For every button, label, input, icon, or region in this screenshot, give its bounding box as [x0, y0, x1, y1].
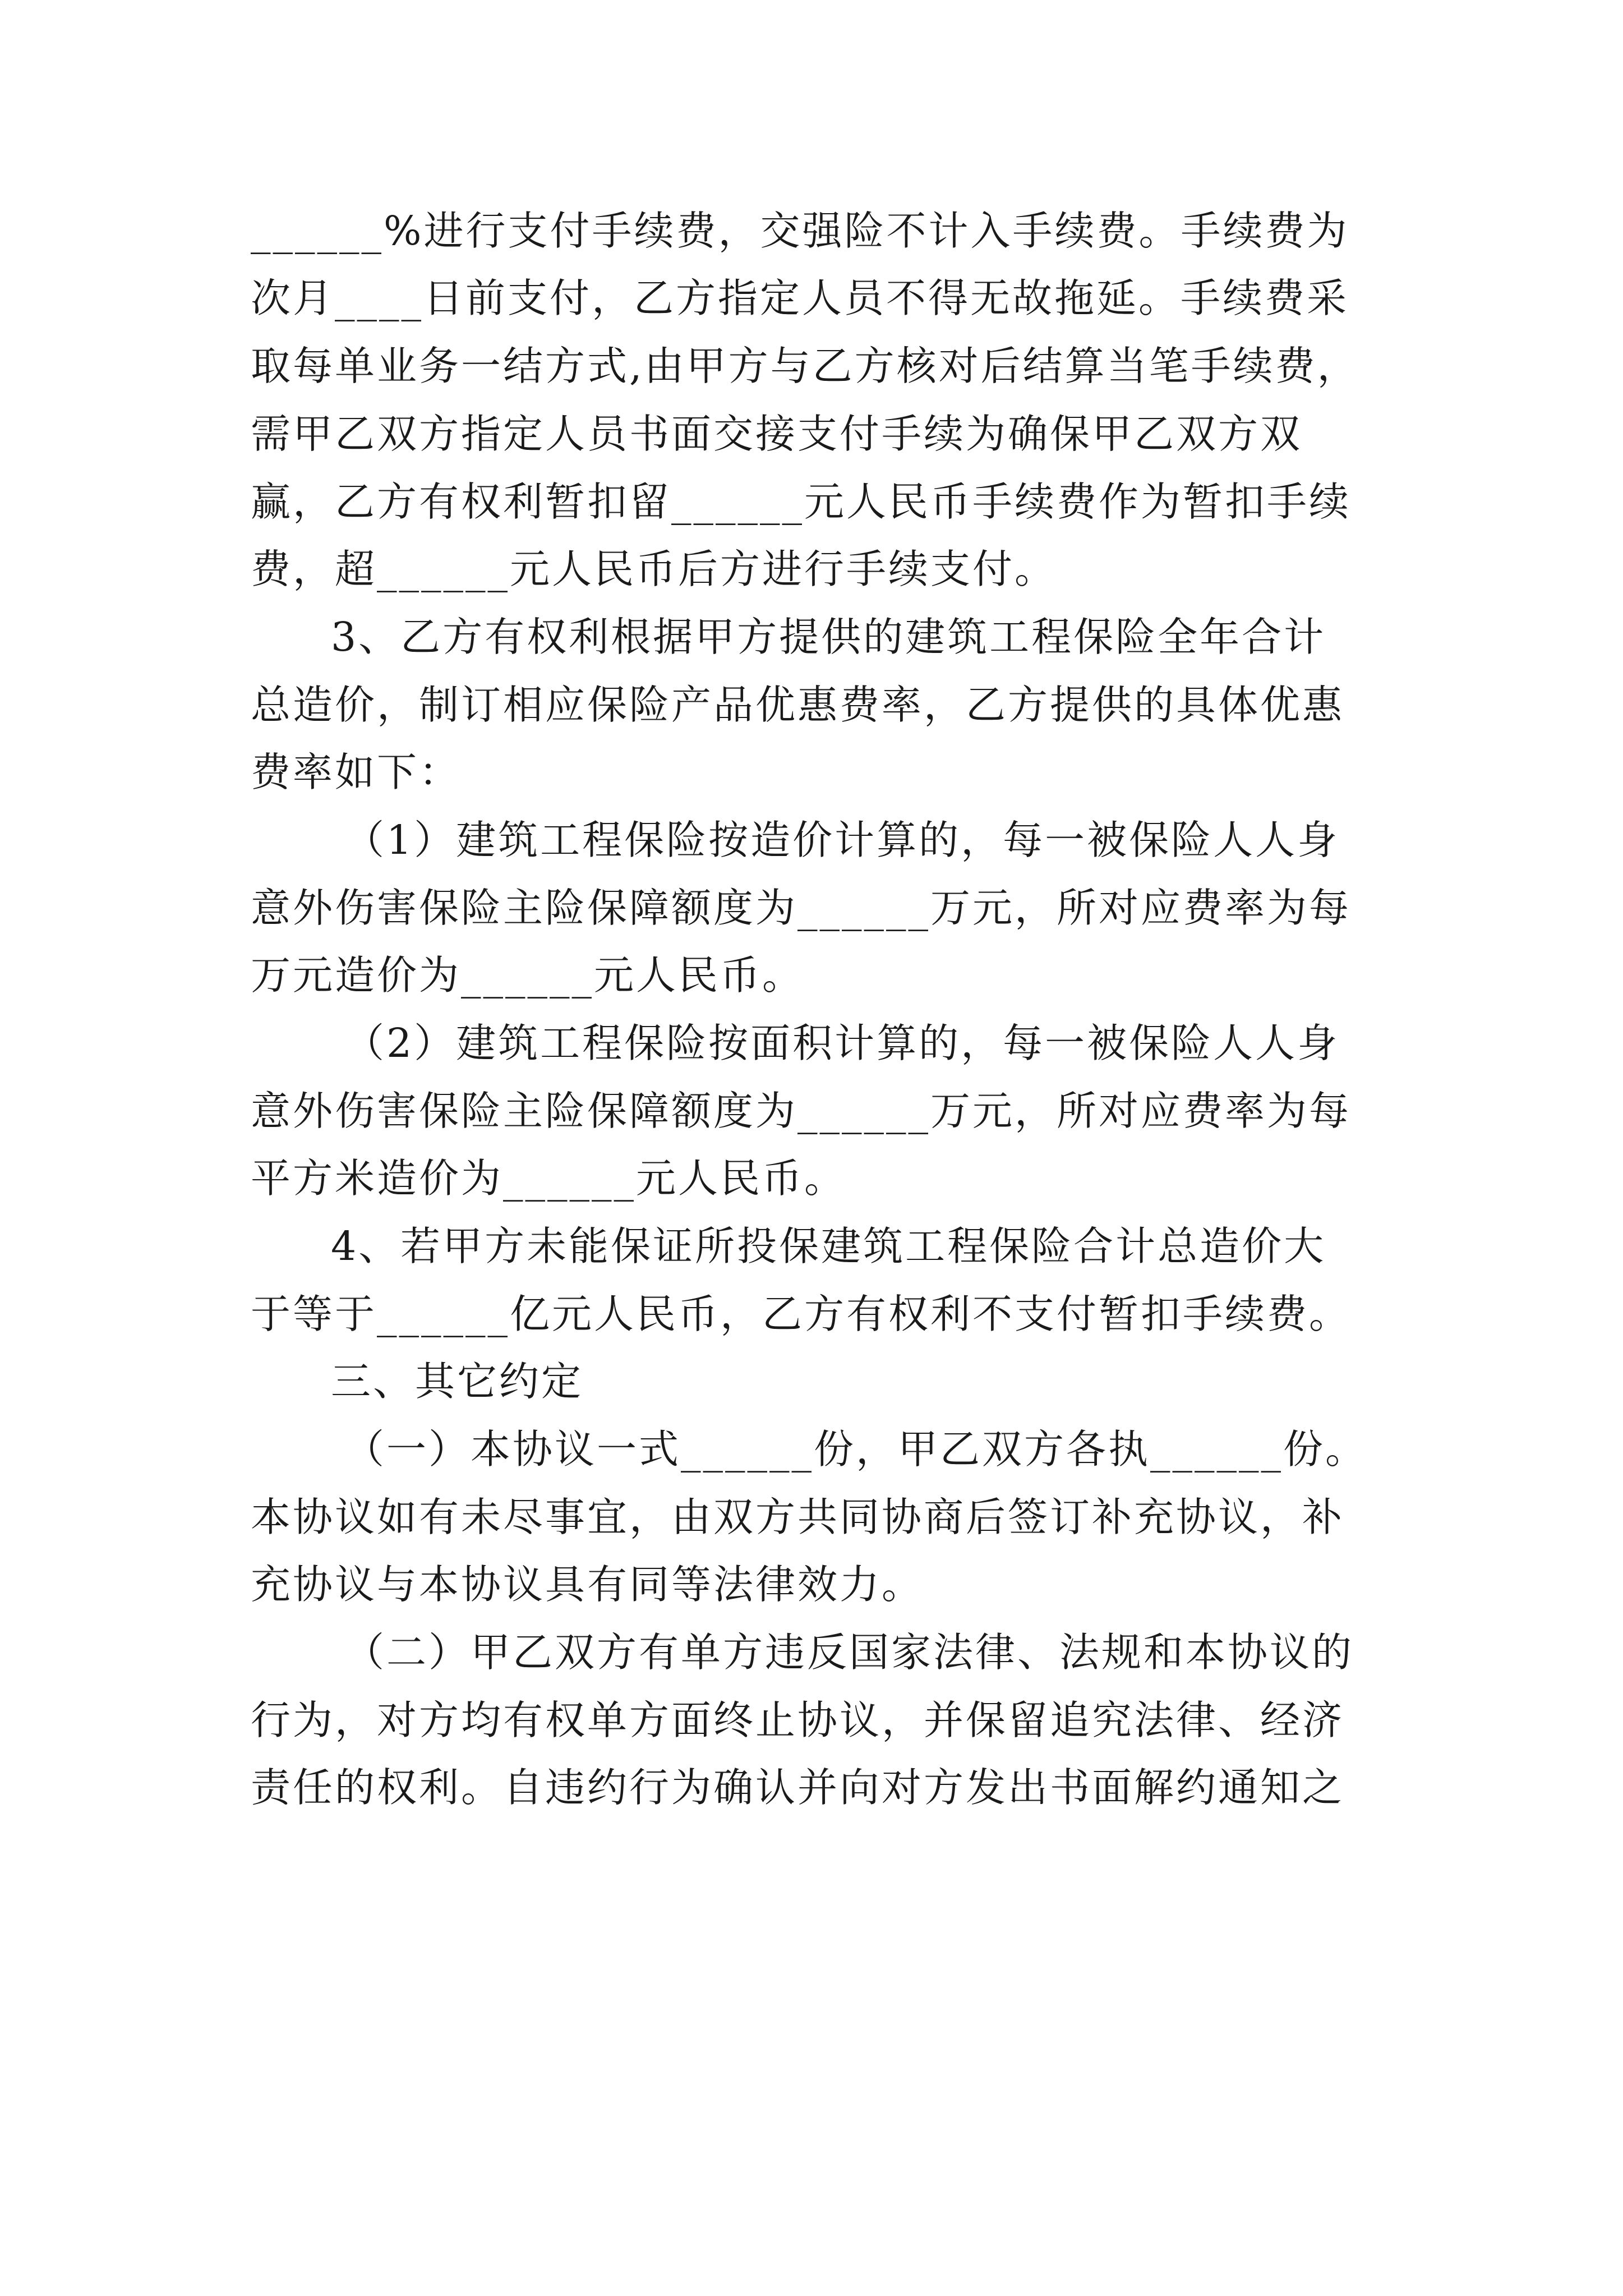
text-line: 于等于______亿元人民币，乙方有权利不支付暂扣手续费。 — [251, 1291, 1352, 1337]
text-line: 意外伤害保险主险保障额度为______万元，所对应费率为每 — [251, 1088, 1352, 1134]
text-line: 万元造价为______元人民币。 — [251, 952, 805, 999]
text-line: 费率如下： — [251, 749, 462, 795]
section-heading: 三、其它约定 — [331, 1358, 584, 1405]
text-line: 意外伤害保险主险保障额度为______万元，所对应费率为每 — [251, 885, 1352, 931]
clause-1-first-line: （一）本协议一式______份，甲乙双方各执______份。 — [344, 1426, 1368, 1473]
text-line: 责任的权利。自违约行为确认并向对方发出书面解约通知之 — [251, 1764, 1345, 1811]
text-line: 赢，乙方有权利暂扣留______元人民币手续费作为暂扣手续 — [251, 478, 1352, 525]
text-line: 需甲乙双方指定人员书面交接支付手续为确保甲乙双方双 — [251, 411, 1303, 457]
text-line: 平方米造价为______元人民币。 — [251, 1155, 847, 1202]
item-2-first-line: （2）建筑工程保险按面积计算的，每一被保险人人身 — [344, 1020, 1340, 1066]
text-line: 总造价，制订相应保险产品优惠费率，乙方提供的具体优惠 — [251, 682, 1345, 728]
item-1-first-line: （1）建筑工程保险按造价计算的，每一被保险人人身 — [344, 817, 1340, 863]
clause-2-first-line: （二）甲乙双方有单方违反国家法律、法规和本协议的 — [344, 1629, 1354, 1676]
paragraph-4-first-line: 4、若甲方未能保证所投保建筑工程保险合计总造价大 — [331, 1223, 1326, 1269]
text-line: 充协议与本协议具有同等法律效力。 — [251, 1561, 924, 1608]
text-line: ______%进行支付手续费，交强险不计入手续费。手续费为 — [251, 208, 1349, 254]
text-line: 取每单业务一结方式,由甲方与乙方核对后结算当笔手续费， — [251, 343, 1359, 389]
text-line: 行为，对方均有权单方面终止协议，并保留追究法律、经济 — [251, 1697, 1345, 1743]
text-line: 费，超______元人民币后方进行手续支付。 — [251, 546, 1057, 592]
paragraph-3-first-line: 3、乙方有权利根据甲方提供的建筑工程保险全年合计 — [331, 614, 1326, 660]
text-line: 次月____日前支付，乙方指定人员不得无故拖延。手续费采 — [251, 275, 1349, 321]
text-line: 本协议如有未尽事宜，由双方共同协商后签订补充协议，补 — [251, 1494, 1345, 1540]
